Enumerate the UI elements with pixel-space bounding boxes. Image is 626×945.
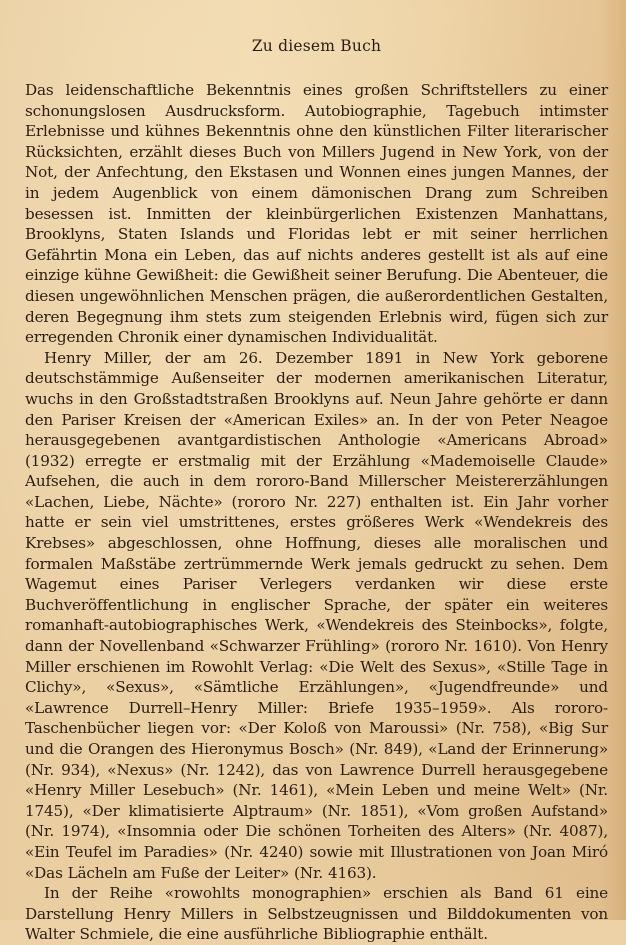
paragraph-biography: Henry Miller, der am 26. Dezember 1891 in New York geborene deutschstämmige Außenseiter der modernen amerikanischen Literatur, wuchs in den Großstadtstraßen Brooklyns auf. Neun Jahre gehörte er dann den Pariser Kreisen der «American Exiles» an. In der von Peter Neagoe herausgegebenen avantgardistischen Anthologie «Americans Abroad» (1932) erregte er erstmalig mit der Erzählung «Mademoiselle Claude» Aufsehen, die auch in dem rororo-Band Millerscher Meistererzählungen «Lachen, Liebe, Nächte» (rororo Nr. 227) enthalten ist. Ein Jahr vorher hatte er sein viel umstrittenes, erstes größeres Werk «Wendekreis des Krebses» abgeschlossen, ohne Hoffnung, dieses alle moralischen und formalen Maßstäbe zertrümmernde Werk jemals gedruckt zu sehen. Dem Wagemut eines Pariser Verlegers verdanken wir diese erste Buchveröffentlichung in englischer Sprache, der später ein weiteres romanhaft-autobiographisches Werk, «Wendekreis des Steinbocks», folgte, dann der Novellenband «Schwarzer Frühling» (rororo Nr. 1610). Von Henry Miller erschienen im Rowohlt Verlag: «Die Welt des Sexus», «Stille Tage in Clichy», «Sexus», «Sämtliche Erzählungen», «Jugendfreunde» und «Lawrence Durrell–Henry Miller: Briefe 1935–1959». Als rororo-Taschenbücher liegen vor: «Der Koloß von Maroussi» (Nr. 758), «Big Sur und die Orangen des Hieronymus Bosch» (Nr. 849), «Land der Erinnerung» (Nr. 934), «Nexus» (Nr. 1242), das von Lawrence Durrell herausgegebene «Henry Miller Lesebuch» (Nr. 1461), «Mein Leben und meine Welt» (Nr. 1745), «Der klimatisierte Alptraum» (Nr. 1851), «Vom großen Aufstand» (Nr. 1974), «Insomnia oder Die schönen Torheiten des Alters» (Nr. 4087), «Ein Teufel im Paradies» (Nr. 4240) sowie mit Illustrationen von Joan Miró «Das Lächeln am Fuße der Leiter» (Nr. 4163). (25, 348, 608, 882)
page-heading: Zu diesem Buch (251, 37, 382, 55)
paragraph-intro: Das leidenschaftliche Bekenntnis eines großen Schriftstellers zu einer schonungslosen Ausdrucksform. Autobiographie, Tagebuch intimster Erlebnisse und kühnes Bekenntnis ohne den künstlichen Filter literarischer Rücksichten, erzählt dieses Buch von Millers Jugend in New York, von der Not, der Anfechtung, den Ekstasen und Wonnen eines jungen Mannes, der in jedem Augenblick von einem dämonischen Drang zum Schreiben besessen ist. Inmitten der kleinbürgerlichen Existenzen Manhattans, Brooklyns, Staten Islands und Floridas lebt er mit seiner herrlichen Gefährtin Mona ein Leben, das auf nichts anderes gestellt ist als auf eine einzige kühne Gewißheit: die Gewißheit seiner Berufung. Die Abenteuer, die diesen ungewöhnlichen Menschen prägen, die außerordentlichen Gestalten, deren Begegnung ihm stets zum steigenden Erlebnis wird, fügen sich zur erregenden Chronik einer dynamischen Individualität. (25, 81, 608, 347)
paragraph-monograph: In der Reihe «rowohlts monographien» erschien als Band 61 eine Darstellung Henry Millers in Selbstzeugnissen und Bilddokumenten von Walter Schmiele, die eine ausführliche Bibliographie enthält. (25, 884, 608, 944)
